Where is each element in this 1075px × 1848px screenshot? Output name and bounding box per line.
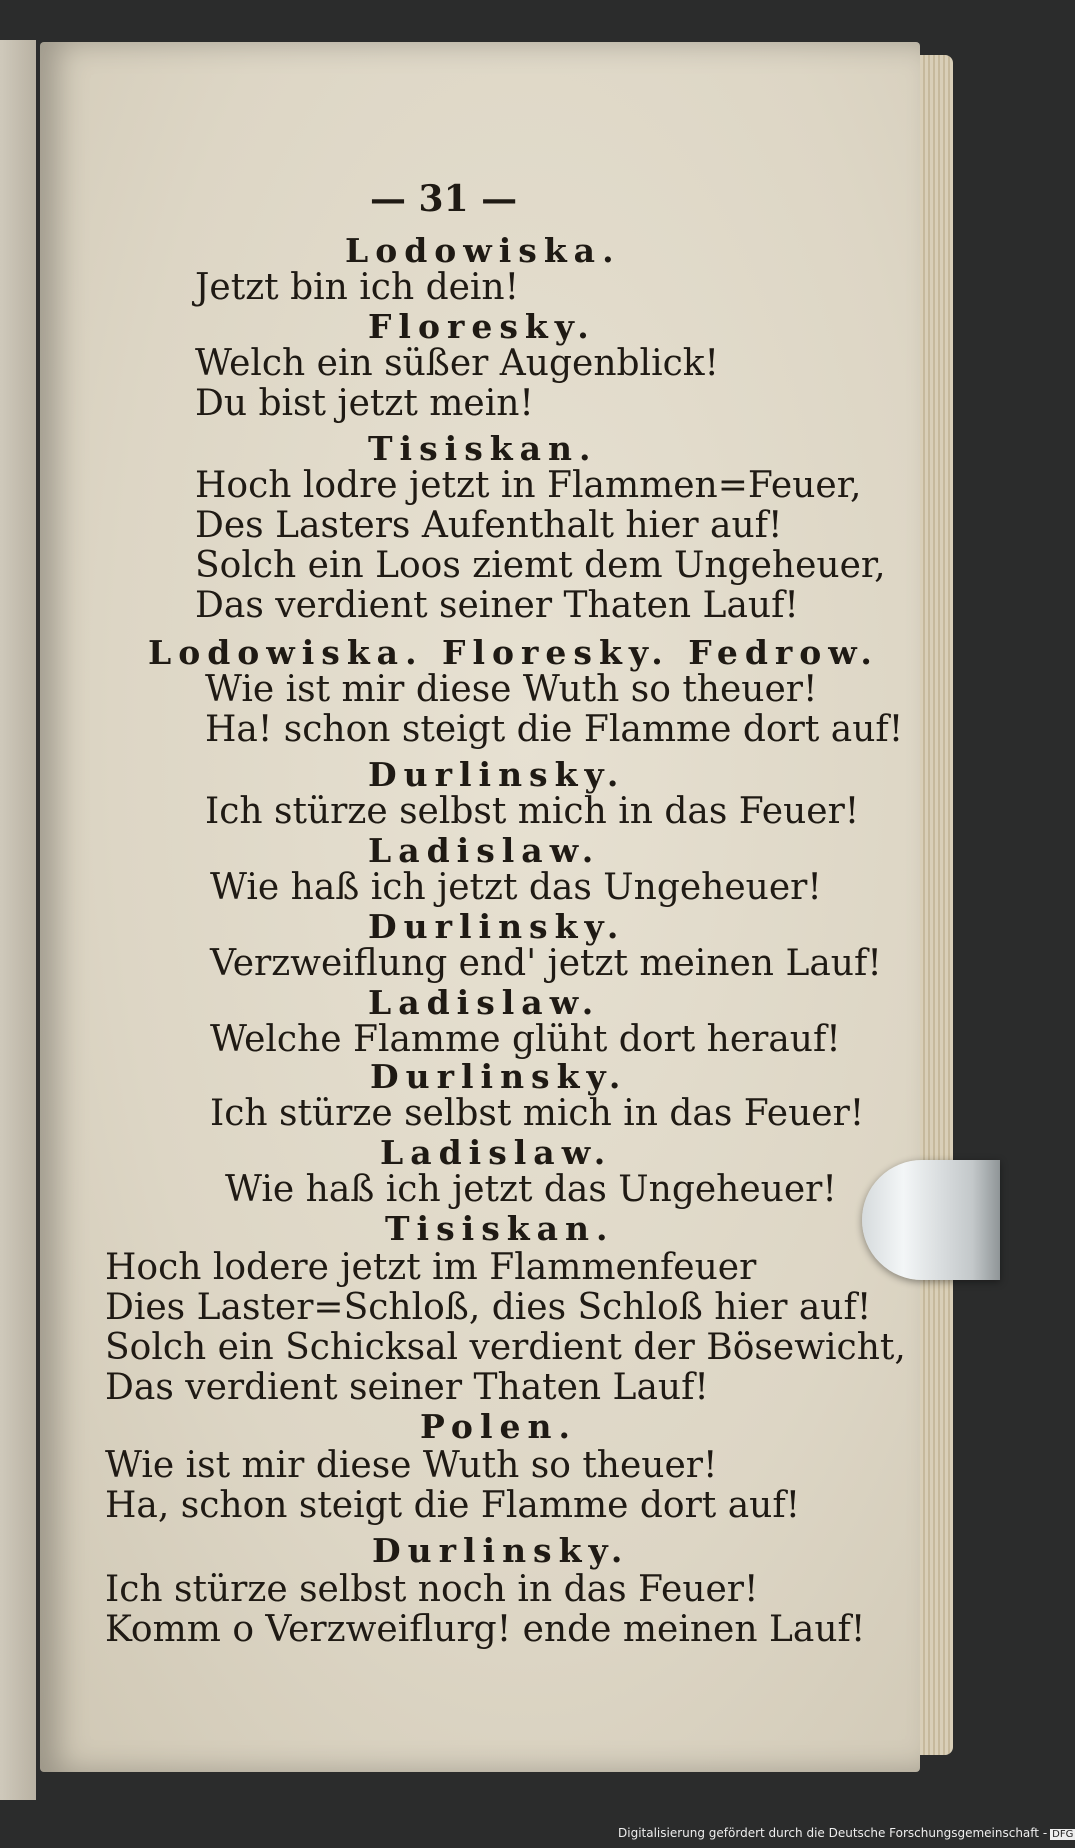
page-number: — 31 — bbox=[370, 178, 518, 220]
speaker-name: Ladislaw. bbox=[368, 831, 601, 870]
verse-line: Solch ein Schicksal verdient der Bösewicht, bbox=[105, 1327, 906, 1368]
speaker-name: Polen. bbox=[420, 1407, 577, 1446]
speaker-name: Durlinsky. bbox=[368, 755, 626, 794]
verse-line: Solch ein Loos ziemt dem Ungeheuer, bbox=[195, 545, 886, 586]
verse-line: Jetzt bin ich dein! bbox=[195, 267, 520, 308]
speaker-name: Durlinsky. bbox=[368, 907, 626, 946]
verse-line: Verzweiflung end' jetzt meinen Lauf! bbox=[210, 943, 882, 984]
verse-line: Ich stürze selbst noch in das Feuer! bbox=[105, 1569, 759, 1610]
verse-line: Das verdient seiner Thaten Lauf! bbox=[195, 585, 799, 626]
verse-line: Wie haß ich jetzt das Ungeheuer! bbox=[210, 867, 822, 908]
speaker-name: Tisiskan. bbox=[368, 429, 598, 468]
verse-line: Welche Flamme glüht dort herauf! bbox=[210, 1019, 841, 1060]
verse-line: Dies Laster=Schloß, dies Schloß hier auf! bbox=[105, 1287, 872, 1328]
verse-line: Wie haß ich jetzt das Ungeheuer! bbox=[225, 1169, 837, 1210]
verse-line: Ha, schon steigt die Flamme dort auf! bbox=[105, 1485, 801, 1526]
verse-line: Hoch lodre jetzt in Flammen=Feuer, bbox=[195, 465, 862, 506]
verse-line: Ich stürze selbst mich in das Feuer! bbox=[210, 1093, 865, 1134]
speaker-name: Tisiskan. bbox=[385, 1209, 615, 1248]
verse-line: Wie ist mir diese Wuth so theuer! bbox=[105, 1445, 718, 1486]
speaker-name: Ladislaw. bbox=[368, 983, 601, 1022]
verse-line: Welch ein süßer Augenblick! bbox=[195, 343, 720, 384]
verse-line: Ha! schon steigt die Flamme dort auf! bbox=[205, 709, 904, 750]
digitization-credit bbox=[618, 1826, 1075, 1840]
verse-line: Ich stürze selbst mich in das Feuer! bbox=[205, 791, 860, 832]
speaker-name: Durlinsky. bbox=[372, 1531, 630, 1570]
speaker-name: Ladislaw. bbox=[380, 1133, 613, 1172]
speaker-name: Lodowiska. bbox=[345, 231, 621, 270]
verse-line: Des Lasters Aufenthalt hier auf! bbox=[195, 505, 783, 546]
credit-text: Digitalisierung gefördert durch die Deutsche Forschungsgemeinschaft - bbox=[618, 1826, 1048, 1840]
verse-line: Wie ist mir diese Wuth so theuer! bbox=[205, 669, 818, 710]
verse-line: Du bist jetzt mein! bbox=[195, 383, 534, 424]
speaker-name: Durlinsky. bbox=[370, 1057, 628, 1096]
speaker-name: Floresky. bbox=[368, 307, 596, 346]
speaker-name: Lodowiska. Floresky. Fedrow. bbox=[148, 633, 879, 672]
dfg-logo: DFG bbox=[1052, 1829, 1074, 1840]
verse-line: Hoch lodere jetzt im Flammenfeuer bbox=[105, 1247, 757, 1288]
verse-line: Komm o Verzweiflurg! ende meinen Lauf! bbox=[105, 1609, 866, 1650]
verse-line: Das verdient seiner Thaten Lauf! bbox=[105, 1367, 709, 1408]
